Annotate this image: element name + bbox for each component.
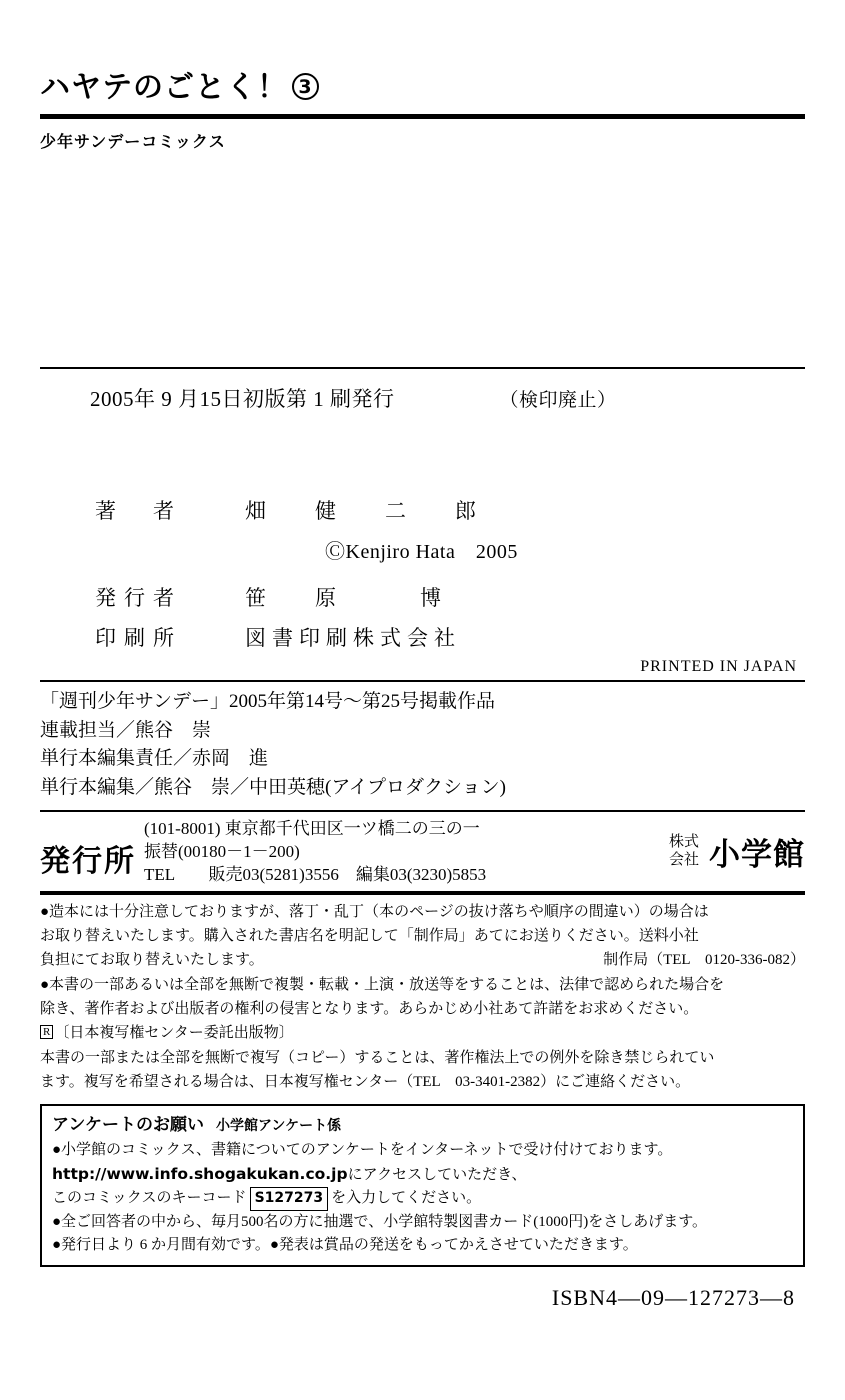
credit-label: 印刷所 (95, 626, 182, 650)
isbn: ISBN4―09―127273―8 (551, 1285, 795, 1311)
notice-phone: 制作局（TEL 0120-336-082） (603, 952, 805, 969)
notice-line: ます。複写を希望される場合は、日本複写権センター（TEL 03-3401-2382）にご連絡ください。 (40, 1073, 691, 1090)
serialization-line: 単行本編集／熊谷 崇／中田英穂(アイプロダクション) (40, 776, 506, 798)
serialization-line: 「週刊少年サンデー」2005年第14号～第25号掲載作品 (40, 691, 496, 712)
corporate-line: 株式 (668, 833, 699, 850)
credits-block (40, 495, 805, 652)
publisher-label: 発行所 (40, 844, 136, 880)
publication-date-row (40, 383, 805, 413)
credit-value: 笹 原 博 (245, 586, 455, 610)
publication-date: 2005年 9 月15日初版第 1 刷発行 (90, 387, 395, 411)
serialization-divider-top (40, 680, 805, 682)
survey-line: ●全ご回答者の中から、毎月500名の方に抽選で、小学館特製図書カード(1000円)をさしあげます。 (52, 1213, 708, 1230)
survey-heading-sub: 小学館アンケート係 (215, 1118, 342, 1135)
corporate-line: 会社 (668, 852, 699, 869)
survey-keycode-post: を入力してください。 (331, 1190, 482, 1207)
title-block (40, 0, 805, 152)
registered-mark-icon: R (40, 1025, 53, 1039)
notices-block (40, 900, 805, 1094)
page-title (40, 62, 805, 106)
title-divider (40, 114, 805, 119)
publisher-address-line: TEL 販売03(5281)3556 編集03(3230)5853 (144, 864, 487, 884)
survey-url-line (52, 1162, 793, 1187)
publisher-name: 小学館 (709, 836, 805, 873)
notice-line: 除き、著作者および出版者の権利の侵害となります。あらかじめ小社あて許諾をお求めください。 (40, 1001, 699, 1017)
credit-value: 図書印刷株式会社 (245, 626, 461, 650)
survey-line: ●発行日より 6 か月間有効です。●発表は賞品の発送をもってかえさせていただきます。 (52, 1236, 638, 1253)
corporate-designation (669, 833, 699, 873)
credit-label: 発行者 (95, 586, 182, 610)
publisher-divider-bottom (40, 891, 805, 895)
credit-label: 著 者 (95, 499, 182, 523)
printed-in-japan: PRINTED IN JAPAN (640, 658, 797, 675)
imprint-label: 少年サンデーコミックス (40, 132, 226, 151)
publisher-address (144, 818, 663, 887)
reprography-line (40, 1021, 805, 1045)
survey-box (40, 1104, 805, 1267)
survey-keycode-line (52, 1187, 793, 1211)
survey-url[interactable]: http://www.info.shogakukan.co.jp (52, 1164, 348, 1183)
survey-keycode-pre: このコミックスのキーコード (52, 1190, 247, 1207)
notice-line: ●本書の一部あるいは全部を無断で複製・転載・上演・放送等をすることは、法律で認められた場合を (40, 976, 725, 993)
survey-line: ●小学館のコミックス、書籍についてのアンケートをインターネットで受け付けております。 (52, 1141, 673, 1158)
publisher-divider-top (40, 810, 805, 812)
credit-row (40, 582, 805, 612)
credit-row (40, 622, 805, 652)
survey-url-tail: にアクセスしていただき、 (347, 1166, 527, 1183)
series-title-text: ハヤテのごとく！ (40, 70, 288, 105)
credit-row (40, 495, 805, 525)
credit-value: 畑 健 二 郎 (245, 499, 490, 523)
volume-number: 3 (292, 73, 319, 100)
seal-note: （検印廃止） (499, 390, 617, 411)
notice-line-with-phone (40, 948, 805, 972)
publisher-address-line: 振替(00180－1－200) (144, 841, 300, 861)
serialization-line: 単行本編集責任／赤岡 進 (40, 748, 269, 769)
notice-line: 本書の一部または全部を無断で複写（コピー）することは、著作権法上での例外を除き禁じられてい (40, 1049, 715, 1066)
serialization-block (40, 688, 805, 802)
copyright-line: ⒸKenjiro Hata 2005 (325, 541, 518, 563)
serialization-line: 連載担当／熊谷 崇 (40, 719, 212, 741)
notice-line: 〔日本複写権センター委託出版物〕 (54, 1025, 294, 1042)
notice-line: お取り替えいたします。購入された書店名を明記して「制作局」あてにお送りください。送料小社 (40, 928, 699, 945)
survey-heading (52, 1112, 793, 1138)
notice-line: 負担にてお取り替えいたします。 (40, 952, 264, 969)
survey-heading-text: アンケートのお願い (52, 1115, 204, 1136)
notice-line: ●造本には十分注意しておりますが、落丁・乱丁（本のページの抜け落ちや順序の間違い）の場合は (40, 903, 709, 920)
publisher-block (40, 818, 805, 887)
publisher-address-line: (101-8001) 東京都千代田区一ツ橋二の三の一 (144, 819, 480, 838)
survey-keycode: S127273 (250, 1187, 329, 1211)
pubdate-divider-top (40, 367, 805, 369)
